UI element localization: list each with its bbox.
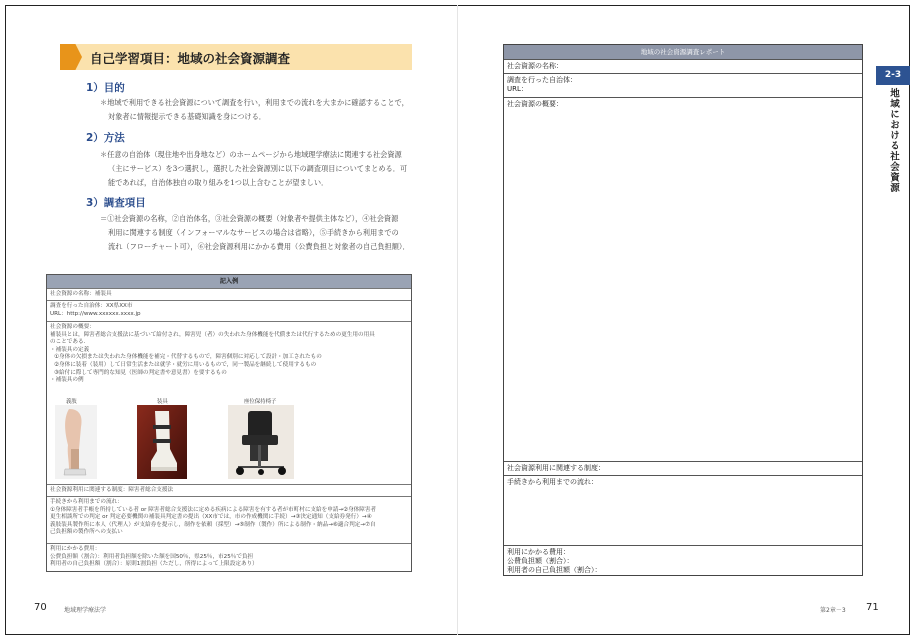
example-name-row — [47, 288, 411, 300]
text-line: ③給付に際して専門的な知見（医師の判定書や意見書）を要するもの — [54, 369, 227, 376]
footer-chapter: 第2章－3 — [820, 607, 846, 614]
prosthesis-photo — [55, 405, 97, 479]
text-line: 義肢装具製作所に本人（代理人）が支給券を提示し，制作を依頼（採型）→⑤制作（製作）所による制作・納品→⑥適合判定→⑦自 — [50, 521, 376, 528]
section-body-method — [100, 148, 415, 190]
report-system-field[interactable] — [504, 461, 862, 475]
photo-label-orthosis: 装具 — [157, 399, 168, 405]
spine-gutter — [457, 5, 458, 635]
text-line: 利用に関連する制度（インフォーマルなサービスの場合は省略），⑤手続きから利用までの — [108, 228, 399, 237]
report-municipality-field[interactable] — [504, 73, 862, 97]
text-line: ①身体障害者手帳を所持している者 or 障害者総合支援法に定める疾病による障害を有する者が市町村に支給を申請→②身体障害者 — [50, 506, 377, 513]
text-line: 利用にかかる費用： — [50, 546, 101, 552]
text-line: ＊任意の自治体（現住地や出身地など）のホームページから地域理学療法に関連する社会資源 — [100, 150, 402, 159]
text-line: ・補装具の定義 — [50, 346, 90, 353]
chapter-tab: 2-3 — [876, 66, 910, 85]
page-title: 自己学習項目：地域の社会資源調査 — [90, 51, 291, 66]
field-label-flow: 手続きから利用までの流れ： — [507, 478, 598, 486]
section-heading-purpose: 1）目的 — [86, 82, 125, 94]
field-label-url: URL： — [507, 85, 528, 93]
text-line: 利用者の自己負担額（割合）：原則1割負担（ただし，所得によって上限設定あり） — [50, 561, 258, 568]
field-label-self-cost: 利用者の自己負担額（割合）： — [507, 566, 602, 574]
text-line: （主にサービス）を3つ選択し，選択した社会資源別に以下の調査項目についてまとめる．可 — [108, 164, 408, 173]
example-municipality-row — [47, 300, 411, 321]
example-system-row — [47, 484, 411, 496]
example-system: 社会資源利用に関連する制度：障害者総合支援法 — [50, 487, 174, 493]
page-number-left: 70 — [34, 602, 47, 613]
photo-label-prosthesis: 義肢 — [66, 399, 77, 405]
report-form — [503, 44, 863, 576]
field-label-name: 社会資源の名称： — [507, 62, 563, 70]
field-label-municipality: 調査を行った自治体： — [507, 76, 577, 84]
report-header: 地域の社会資源調査レポート — [504, 45, 862, 59]
report-cost-field[interactable] — [504, 545, 862, 577]
text-line: ②身体に装着（装用）して日常生活または就学・就労に用いるもので，同一製品を継続して使用するもの — [54, 361, 317, 368]
report-name-field[interactable] — [504, 59, 862, 73]
text-line: 能であれば，自治体独自の取り組みを1つ以上含むことが望ましい． — [108, 178, 329, 187]
text-line: ・補装具の例 — [50, 377, 84, 384]
text-line: のことである． — [50, 339, 90, 346]
text-line: 己負担額の製作所への支払い — [50, 529, 123, 536]
text-line: 手続きから利用までの流れ： — [50, 499, 123, 505]
field-label-overview: 社会資源の概要： — [507, 100, 563, 108]
report-flow-field[interactable] — [504, 475, 862, 545]
text-line: ①身体の欠損または失われた身体機能を補完・代替するもので，障害個別に対応して設計・加工されたもの — [54, 354, 322, 361]
section-heading-method: 2）方法 — [86, 132, 125, 144]
chapter-side-title: 地域における社会資源 — [888, 88, 899, 193]
text-line: 補装具とは，障害者総合支援法に基づいて給付され，障害児（者）の失われた身体機能を代償または代行するための更生用の用具 — [50, 331, 375, 338]
field-label-cost: 利用にかかる費用： — [507, 548, 570, 556]
section-body-items — [100, 212, 415, 254]
text-line: 更生相談所での判定 or 判定必要機関の補装具判定書の提出（XX市では，市の作成機関に手続）→③決定通知（支給券発行）→④ — [50, 514, 372, 521]
example-url: URL：http://www.xxxxxx.xxxx.jp — [50, 310, 141, 317]
text-line: 流れ（フローチャート可），⑥社会資源利用にかかる費用（公費負担と対象者の自己負担額）． — [108, 242, 410, 251]
example-cost-row — [47, 543, 411, 571]
section-heading-items: 3）調査項目 — [86, 197, 146, 209]
text-line: ＊地域で利用できる社会資源について調査を行い，利用までの流れを大まかに確認することで， — [100, 98, 409, 107]
field-label-system: 社会資源利用に関連する制度： — [507, 464, 605, 472]
orthosis-photo — [137, 405, 187, 479]
example-municipality: 調査を行った自治体：XX県XX市 — [50, 303, 133, 309]
field-label-public-cost: 公費負担額（割合）： — [507, 557, 574, 565]
section-body-purpose — [100, 96, 415, 124]
seating-chair-photo — [228, 405, 294, 479]
text-line: 公費負担額（割合）：利用者負担額を除いた額を国50％，県25％，市25％で負担 — [50, 553, 254, 560]
text-line: ＝①社会資源の名称，②自治体名，③社会資源の概要（対象者や提供主体など），④社会資源 — [100, 214, 399, 223]
text-line: 対象者に情報提示できる基礎知識を身につける． — [108, 112, 266, 121]
photo-label-seating-chair: 座位保持椅子 — [244, 399, 277, 405]
example-flow-row — [47, 496, 411, 543]
footer-book-title: 地域理学療法学 — [64, 607, 107, 614]
page-number-right: 71 — [866, 602, 879, 613]
example-name: 社会資源の名称：補装具 — [50, 291, 112, 297]
example-header: 記入例 — [47, 275, 411, 288]
report-overview-field[interactable] — [504, 97, 862, 461]
text-line: 社会資源の概要： — [50, 324, 95, 330]
